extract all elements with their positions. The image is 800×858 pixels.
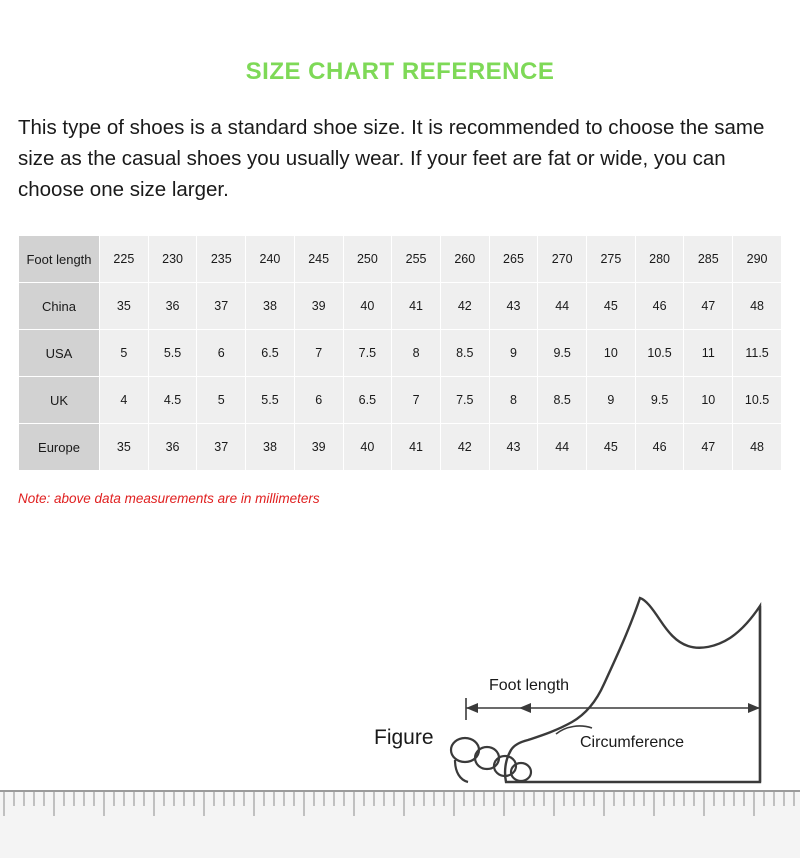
figure-caption: Figure bbox=[374, 726, 434, 749]
table-cell: 8.5 bbox=[538, 377, 587, 424]
table-cell: 44 bbox=[538, 424, 587, 471]
table-cell: 265 bbox=[489, 236, 538, 283]
table-cell: 290 bbox=[733, 236, 782, 283]
table-cell: 8 bbox=[489, 377, 538, 424]
size-chart-page bbox=[0, 58, 800, 858]
table-cell: 10 bbox=[587, 330, 636, 377]
table-cell: 37 bbox=[197, 283, 246, 330]
table-cell: 5.5 bbox=[148, 330, 197, 377]
row-header: Europe bbox=[19, 424, 100, 471]
table-cell: 47 bbox=[684, 283, 733, 330]
table-cell: 39 bbox=[294, 283, 343, 330]
table-cell: 41 bbox=[392, 283, 441, 330]
table-cell: 35 bbox=[100, 283, 149, 330]
table-cell: 40 bbox=[343, 424, 392, 471]
table-cell: 255 bbox=[392, 236, 441, 283]
table-cell: 41 bbox=[392, 424, 441, 471]
circumference-label: Circumference bbox=[580, 734, 685, 751]
row-header: UK bbox=[19, 377, 100, 424]
table-cell: 10.5 bbox=[635, 330, 684, 377]
table-cell: 48 bbox=[733, 424, 782, 471]
table-cell: 6 bbox=[294, 377, 343, 424]
table-cell: 240 bbox=[246, 236, 295, 283]
table-cell: 43 bbox=[489, 283, 538, 330]
table-cell: 5 bbox=[197, 377, 246, 424]
table-cell: 4 bbox=[100, 377, 149, 424]
table-cell: 48 bbox=[733, 283, 782, 330]
table-cell: 7 bbox=[392, 377, 441, 424]
table-cell: 6.5 bbox=[246, 330, 295, 377]
table-cell: 8 bbox=[392, 330, 441, 377]
table-cell: 275 bbox=[587, 236, 636, 283]
foot-length-label: Foot length bbox=[489, 677, 570, 694]
table-cell: 7.5 bbox=[343, 330, 392, 377]
table-cell: 8.5 bbox=[440, 330, 489, 377]
table-cell: 10.5 bbox=[733, 377, 782, 424]
table-cell: 46 bbox=[635, 283, 684, 330]
table-cell: 38 bbox=[246, 424, 295, 471]
table-cell: 44 bbox=[538, 283, 587, 330]
table-cell: 45 bbox=[587, 283, 636, 330]
table-cell: 260 bbox=[440, 236, 489, 283]
table-cell: 6 bbox=[197, 330, 246, 377]
table-cell: 38 bbox=[246, 283, 295, 330]
table-cell: 36 bbox=[148, 283, 197, 330]
table-cell: 37 bbox=[197, 424, 246, 471]
row-header: China bbox=[19, 283, 100, 330]
table-cell: 9.5 bbox=[635, 377, 684, 424]
measurement-note: Note: above data measurements are in millimeters bbox=[18, 491, 320, 506]
table-cell: 11 bbox=[684, 330, 733, 377]
table-cell: 5.5 bbox=[246, 377, 295, 424]
table-cell: 5 bbox=[100, 330, 149, 377]
row-header: Foot length bbox=[19, 236, 100, 283]
toe-icon bbox=[475, 747, 499, 769]
table-cell: 9 bbox=[489, 330, 538, 377]
row-header: USA bbox=[19, 330, 100, 377]
table-cell: 9 bbox=[587, 377, 636, 424]
table-cell: 245 bbox=[294, 236, 343, 283]
table-cell: 35 bbox=[100, 424, 149, 471]
table-cell: 7 bbox=[294, 330, 343, 377]
arrow-right-icon bbox=[748, 703, 760, 713]
table-cell: 43 bbox=[489, 424, 538, 471]
arrow-left-icon bbox=[466, 703, 478, 713]
table-cell: 4.5 bbox=[148, 377, 197, 424]
table-cell: 45 bbox=[587, 424, 636, 471]
ruler-body bbox=[0, 790, 800, 858]
table-cell: 250 bbox=[343, 236, 392, 283]
toe-detail bbox=[455, 760, 468, 782]
table-cell: 47 bbox=[684, 424, 733, 471]
table-cell: 7.5 bbox=[440, 377, 489, 424]
table-cell: 285 bbox=[684, 236, 733, 283]
table-cell: 10 bbox=[684, 377, 733, 424]
table-cell: 40 bbox=[343, 283, 392, 330]
table-cell: 46 bbox=[635, 424, 684, 471]
table-cell: 11.5 bbox=[733, 330, 782, 377]
table-cell: 36 bbox=[148, 424, 197, 471]
table-cell: 42 bbox=[440, 283, 489, 330]
arrow-marker-icon bbox=[519, 703, 531, 713]
table-cell: 280 bbox=[635, 236, 684, 283]
table-cell: 6.5 bbox=[343, 377, 392, 424]
table-cell: 42 bbox=[440, 424, 489, 471]
table-cell: 39 bbox=[294, 424, 343, 471]
page-title: SIZE CHART REFERENCE bbox=[245, 58, 555, 85]
intro-paragraph: This type of shoes is a standard shoe size. It is recommended to choose the same size as the casual shoes you usually wear. If your feet are fat or wide, you can choose one size larger. bbox=[18, 116, 765, 201]
table-cell: 235 bbox=[197, 236, 246, 283]
table-cell: 270 bbox=[538, 236, 587, 283]
ruler-graphic bbox=[0, 790, 800, 858]
table-cell: 225 bbox=[100, 236, 149, 283]
table-cell: 9.5 bbox=[538, 330, 587, 377]
table-cell: 230 bbox=[148, 236, 197, 283]
